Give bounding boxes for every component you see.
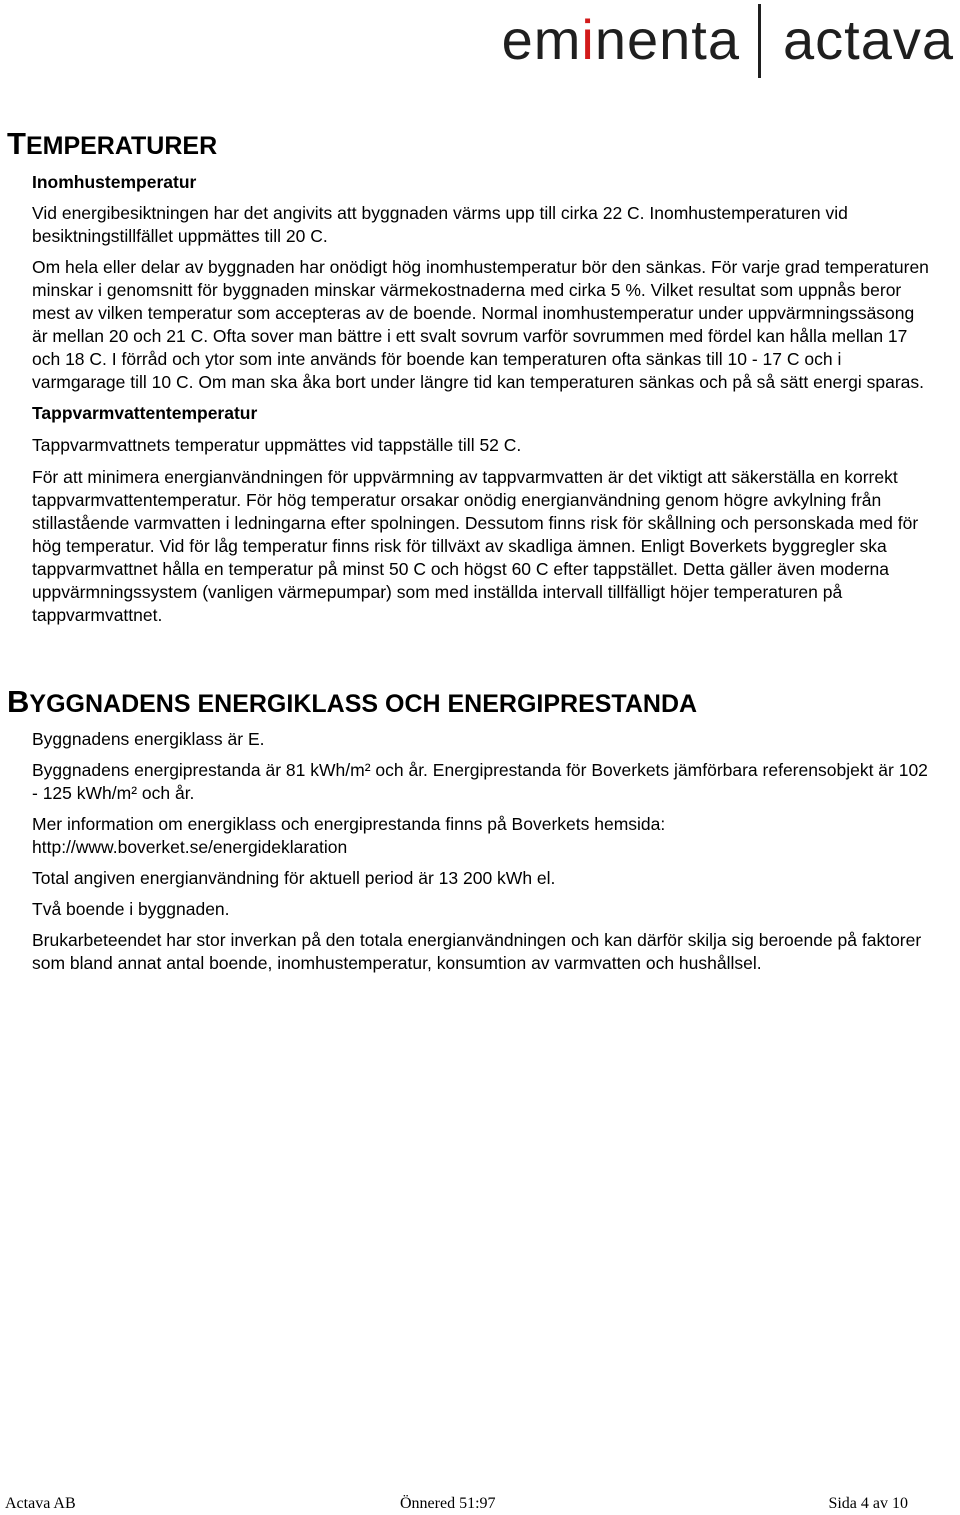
- section-temperatures: [32, 171, 932, 627]
- paragraph-more-info: Mer information om energiklass och energiprestanda finns på Boverkets hemsida: http://www.boverket.se/energideklaration: [32, 814, 666, 857]
- subheading-tappvarmvattentemperatur: Tappvarmvattentemperatur: [32, 403, 258, 423]
- paragraph-hot-water-advice: För att minimera energianvändningen för uppvärmning av tappvarmvatten är det viktigt att säkerställa en korrekt tappvarmvattentemperatur. För hög temperatur orsakar onödig energianvändning genom högre avkylning från stillastående varmvatten i ledningarna efter spolningen. Dessutom finns risk för skållning och personskada med för hög temperatur. Vid för låg temperatur finns risk för tillväxt av skadliga ämnen. Enligt Boverkets byggregler ska tappvarmvattnet hålla en temperatur på minst 50 C och högst 60 C efter tappstället. Detta gäller även moderna uppvärmningssystem (vanligen värmepumpar) som med inställda intervall tillfälligt höjer temperaturen på tappvarmvattnet.: [32, 467, 919, 625]
- heading-energiklass: BYGGNADENS ENERGIKLASS OCH ENERGIPRESTANDA: [7, 684, 698, 719]
- paragraph-residents: Två boende i byggnaden.: [32, 899, 230, 919]
- footer-page-number: Sida 4 av 10: [828, 1495, 908, 1512]
- logo-divider: [758, 4, 761, 78]
- logo-eminenta: eminenta: [501, 8, 740, 71]
- heading-temperaturer: TEMPERATURER: [7, 126, 218, 161]
- footer-property: Önnered 51:97: [400, 1495, 496, 1512]
- paragraph-total-usage: Total angiven energianvändning för aktuell period är 13 200 kWh el.: [32, 868, 556, 888]
- paragraph-hot-water-measured: Tappvarmvattnets temperatur uppmättes vid tappställe till 52 C.: [32, 435, 522, 455]
- paragraph-energy-performance: Byggnadens energiprestanda är 81 kWh/m² och år. Energiprestanda för Boverkets jämförbara referensobjekt är 102 - 125 kWh/m² och år.: [32, 760, 928, 803]
- footer-company: Actava AB: [5, 1495, 76, 1512]
- paragraph-indoor-temp: Vid energibesiktningen har det angivits att byggnaden värms upp till cirka 22 C. Inomhustemperaturen vid besiktningstillfället uppmättes till 20 C.: [32, 203, 848, 246]
- logo-actava: actava: [783, 8, 954, 71]
- paragraph-lower-temp: Om hela eller delar av byggnaden har onödigt hög inomhustemperatur bör den sänkas. För varje grad temperaturen minskar i genomsnitt för byggnaden minskar värmekostnaderna med cirka 5 %. Vilket resultat som uppnås beror mest av vilken temperatur som accepteras av de boende. Normal inomhustemperatur under uppvärmningssäsong är mellan 20 och 21 C. Ofta sover man bättre i ett svalt sovrum varför sovrummen med fördel kan hålla mellan 17 och 18 C. I förråd och ytor som inte används för boende kan temperaturen ofta sänkas till 10 - 17 C och i varmgarage till 10 C. Om man ska åka bort under längre tid kan temperaturen sänkas och på så sätt energi sparas.: [32, 257, 929, 392]
- subheading-inomhustemperatur: Inomhustemperatur: [32, 172, 197, 192]
- page-footer: [0, 1495, 960, 1515]
- paragraph-user-behaviour: Brukarbeteendet har stor inverkan på den totala energianvändningen och kan därför skilja sig beroende på faktorer som bland annat antal boende, inomhustemperatur, konsumtion av varmvatten och hushållsel.: [32, 930, 922, 973]
- eminenta-actava-logo: [460, 0, 960, 80]
- paragraph-energy-class: Byggnadens energiklass är E.: [32, 729, 265, 749]
- section-energy-class: [32, 728, 932, 975]
